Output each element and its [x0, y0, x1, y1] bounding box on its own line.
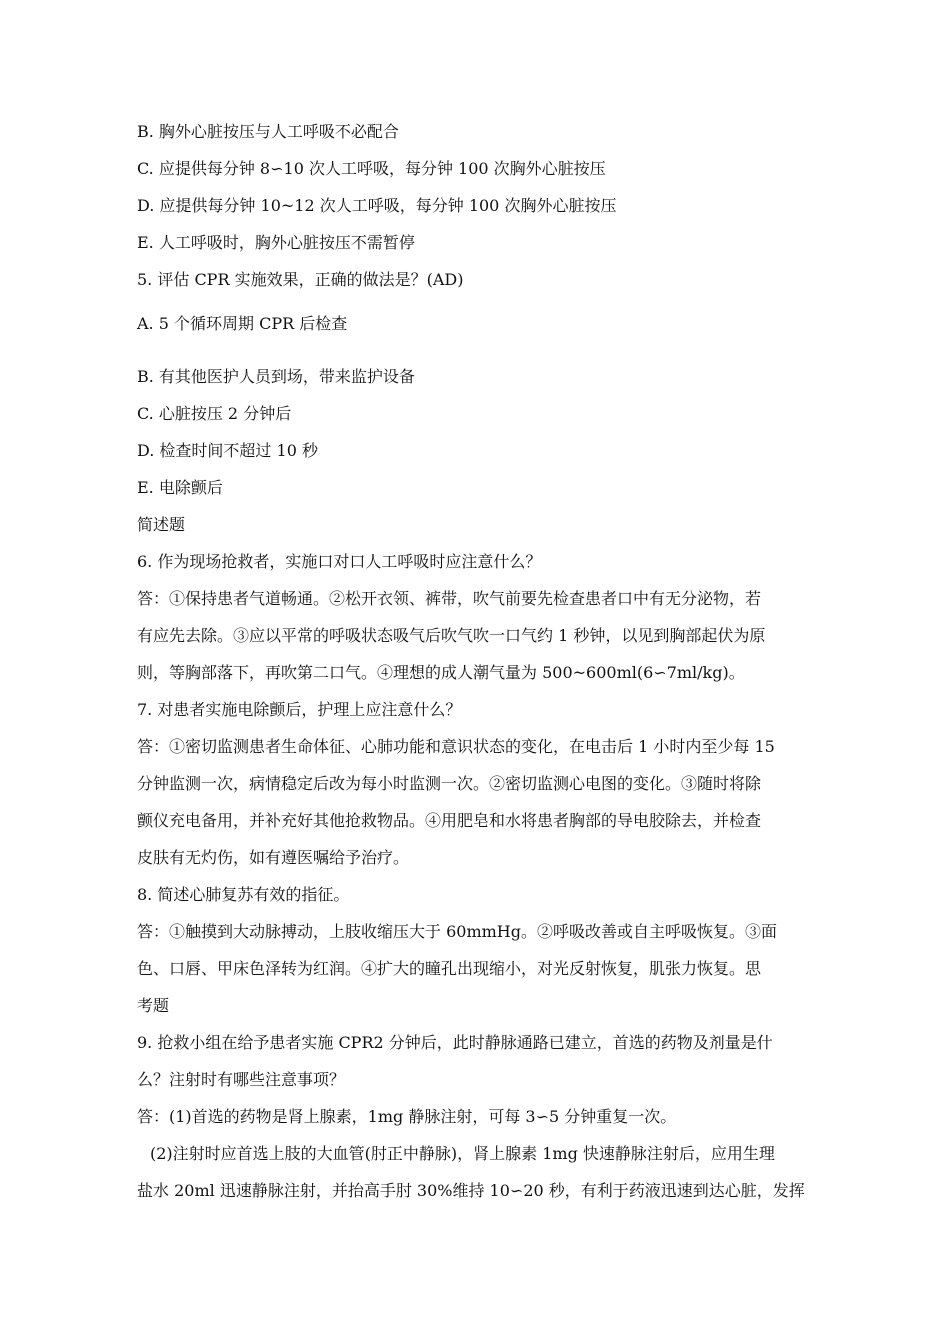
option-d-line: D. 应提供每分钟 10~12 次人工呼吸，每分钟 100 次胸外心脏按压: [137, 196, 617, 215]
section-heading-2: 考题: [137, 996, 170, 1015]
answer-8-line-2: 色、口唇、甲床色泽转为红润。④扩大的瞳孔出现缩小，对光反射恢复，肌张力恢复。思: [137, 959, 762, 978]
option-c-line: C. 应提供每分钟 8∽10 次人工呼吸，每分钟 100 次胸外心脏按压: [137, 159, 606, 178]
answer-9-line-3: 盐水 20ml 迅速静脉注射，并抬高手肘 30%维持 10∽20 秒，有利于药液迅速到达心脏，发挥: [137, 1181, 805, 1200]
question-6: 6. 作为现场抢救者，实施口对口人工呼吸时应注意什么？: [137, 552, 542, 571]
answer-7-line-2: 分钟监测一次，病情稳定后改为每小时监测一次。②密切监测心电图的变化。③随时将除: [137, 774, 762, 793]
q5-option-b: B. 有其他医护人员到场，带来监护设备: [137, 367, 415, 386]
answer-6-line-1: 答：①保持患者气道畅通。②松开衣领、裤带，吹气前要先检查患者口中有无分泌物，若: [137, 589, 762, 608]
question-8: 8. 简述心肺复苏有效的指征。: [137, 885, 350, 904]
option-b-line: B. 胸外心脏按压与人工呼吸不必配合: [137, 122, 399, 141]
q5-option-e: E. 电除颤后: [137, 478, 223, 497]
question-9-line-1: 9. 抢救小组在给予患者实施 CPR2 分钟后，此时静脉通路已建立，首选的药物及剂量是什: [137, 1033, 773, 1052]
answer-7-line-1: 答：①密切监测患者生命体征、心肺功能和意识状态的变化，在电击后 1 小时内至少每 15: [137, 737, 775, 756]
answer-7-line-4: 皮肤有无灼伤，如有遵医嘱给予治疗。: [137, 848, 410, 867]
answer-6-line-3: 则，等胸部落下，再吹第二口气。④理想的成人潮气量为 500~600ml(6∽7ml/kg)。: [137, 663, 745, 682]
section-heading: 简述题: [137, 515, 186, 534]
question-9-line-2: 么？注射时有哪些注意事项？: [137, 1070, 346, 1089]
question-7: 7. 对患者实施电除颤后，护理上应注意什么？: [137, 700, 462, 719]
option-e-line: E. 人工呼吸时，胸外心脏按压不需暂停: [137, 233, 415, 252]
q5-option-d: D. 检查时间不超过 10 秒: [137, 441, 318, 460]
answer-9-line-1: 答：(1)首选的药物是肾上腺素，1mg 静脉注射，可每 3∽5 分钟重复一次。: [137, 1107, 677, 1126]
question-5: 5. 评估 CPR 实施效果，正确的做法是？(AD): [137, 270, 464, 289]
answer-6-line-2: 有应先去除。③应以平常的呼吸状态吸气后吹气吹一口气约 1 秒钟，以见到胸部起伏为原: [137, 626, 766, 645]
q5-option-a: A. 5 个循环周期 CPR 后检查: [137, 314, 348, 333]
answer-8-line-1: 答：①触摸到大动脉搏动，上肢收缩压大于 60mmHg。②呼吸改善或自主呼吸恢复。③面: [137, 922, 777, 941]
answer-9-line-2: (2)注射时应首选上肢的大血管(肘正中静脉)，肾上腺素 1mg 快速静脉注射后，应用生理: [150, 1144, 775, 1163]
answer-7-line-3: 颤仪充电备用，并补充好其他抢救物品。④用肥皂和水将患者胸部的导电胶除去，并检查: [137, 811, 762, 830]
q5-option-c: C. 心脏按压 2 分钟后: [137, 404, 292, 423]
